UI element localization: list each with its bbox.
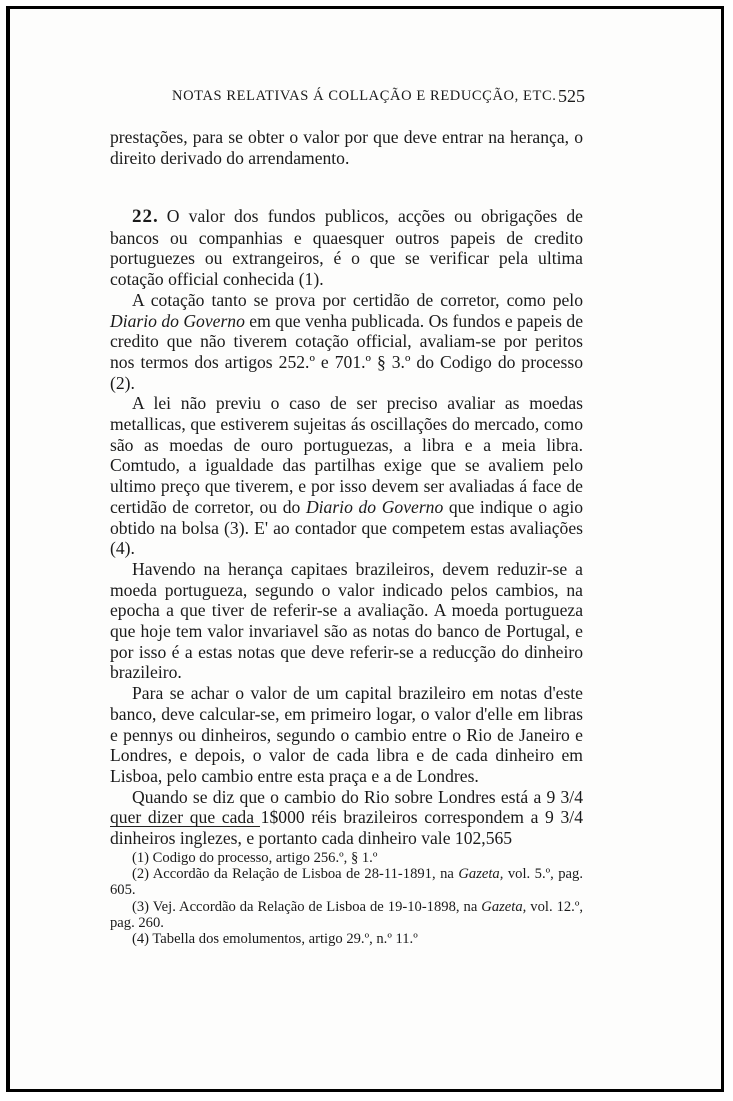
paragraph-2 [110, 290, 583, 394]
footnote-2 [110, 866, 583, 898]
footnote-3 [110, 899, 583, 931]
paragraph-3 [110, 393, 583, 559]
paragraph-3-text-a: A lei não previu o caso de ser preciso avaliar as moedas metallicas, que estiverem sujeitas ás oscillações do mercado, como são as moedas de ouro portuguezas, a libra e a meia libra. Comtudo, a igualdade das partilhas exige que se avaliem pelo ultimo preço que tiverem, e por isso devem ser avaliadas á face de certidão de corretor, ou do [110, 393, 583, 517]
paragraph-2-text-a: A cotação tanto se prova por certidão de corretor, como pelo [132, 289, 583, 310]
paragraph-section-22 [110, 206, 583, 290]
continuation-text: prestações, para se obter o valor por que deve entrar na herança, o direito derivado do arrendamento. [110, 127, 583, 168]
footnote-2-text-a: (2) Accordão da Relação de Lisboa de 28-11-1891, na [132, 866, 459, 883]
paragraph-3-text-b: que indique o agio obtido na bolsa (3). E' ao contador que competem estas avaliações (4). [110, 496, 584, 559]
paragraph-4: Havendo na herança capitaes brazileiros, devem reduzir-se a moeda portugueza, segundo o valor indicado pelos cambios, na epocha a que tiver de referir-se a avaliação. A moeda portugueza que hoje tem valor invariavel são as notas do banco de Portugal, e por isso é a estas notas que deve referir-se a reducção do dinheiro brazileiro. [110, 558, 583, 683]
opening-paragraph [110, 127, 583, 168]
page-number: 525 [558, 86, 585, 106]
footnote-divider [110, 826, 260, 827]
footnote-4: (4) Tabella dos emolumentos, artigo 29.º, n.º 11.º [132, 931, 418, 948]
footnote-3-text-a: (3) Vej. Accordão da Relação de Lisboa de 19-10-1898, na [132, 898, 482, 915]
footnote-3-text-b: vol. 12.º, pag. 260. [110, 898, 584, 931]
paragraph-2-italic: Diario do Governo [110, 310, 245, 331]
paragraph-1-text: O valor dos fundos publicos, acções ou obrigações de bancos ou companhias e quaesquer outros papeis de credito portuguezes ou extrangeiros, é o que se verificar pela ultima cotação official conhecida (1). [110, 206, 583, 290]
paragraph-5: Para se achar o valor de um capital brazileiro em notas d'este banco, deve calcular-se, em primeiro logar, o valor d'elle em libras e pennys ou dinheiros, segundo o cambio entre o Rio de Janeiro e Londres, e depois, o valor de cada libra e de cada dinheiro em Lisboa, pelo cambio entre esta praça e a de Londres. [110, 683, 583, 786]
paragraph-3-italic: Diario do Governo [305, 496, 444, 517]
paragraph-2-text-b: em que venha publicada. Os fundos e papeis de credito que não tiverem cotação official, avaliam-se por peritos nos termos dos artigos 252.º e 701.º § 3.º do Codigo do processo (2). [110, 310, 584, 393]
section-number: 22. [132, 206, 159, 227]
footnote-2-text-b: vol. 5.º, pag. 605. [110, 866, 583, 899]
footnotes [110, 850, 583, 947]
main-text [110, 206, 583, 849]
footnote-3-italic: Gazeta, [481, 898, 527, 915]
paragraph-6: Quando se diz que o cambio do Rio sobre Londres está a 9 3/4 quer dizer que cada 1$000 réis brazileiros correspondem a 9 3/4 dinheiros inglezes, e portanto cada dinheiro vale 102,565 [110, 786, 583, 849]
footnote-1: (1) Codigo do processo, artigo 256.º, § 1.º [132, 850, 378, 866]
footnote-2-italic: Gazeta, [458, 866, 504, 883]
running-title: NOTAS RELATIVAS Á COLLAÇÃO E REDUCÇÃO, ETC. [172, 88, 557, 104]
